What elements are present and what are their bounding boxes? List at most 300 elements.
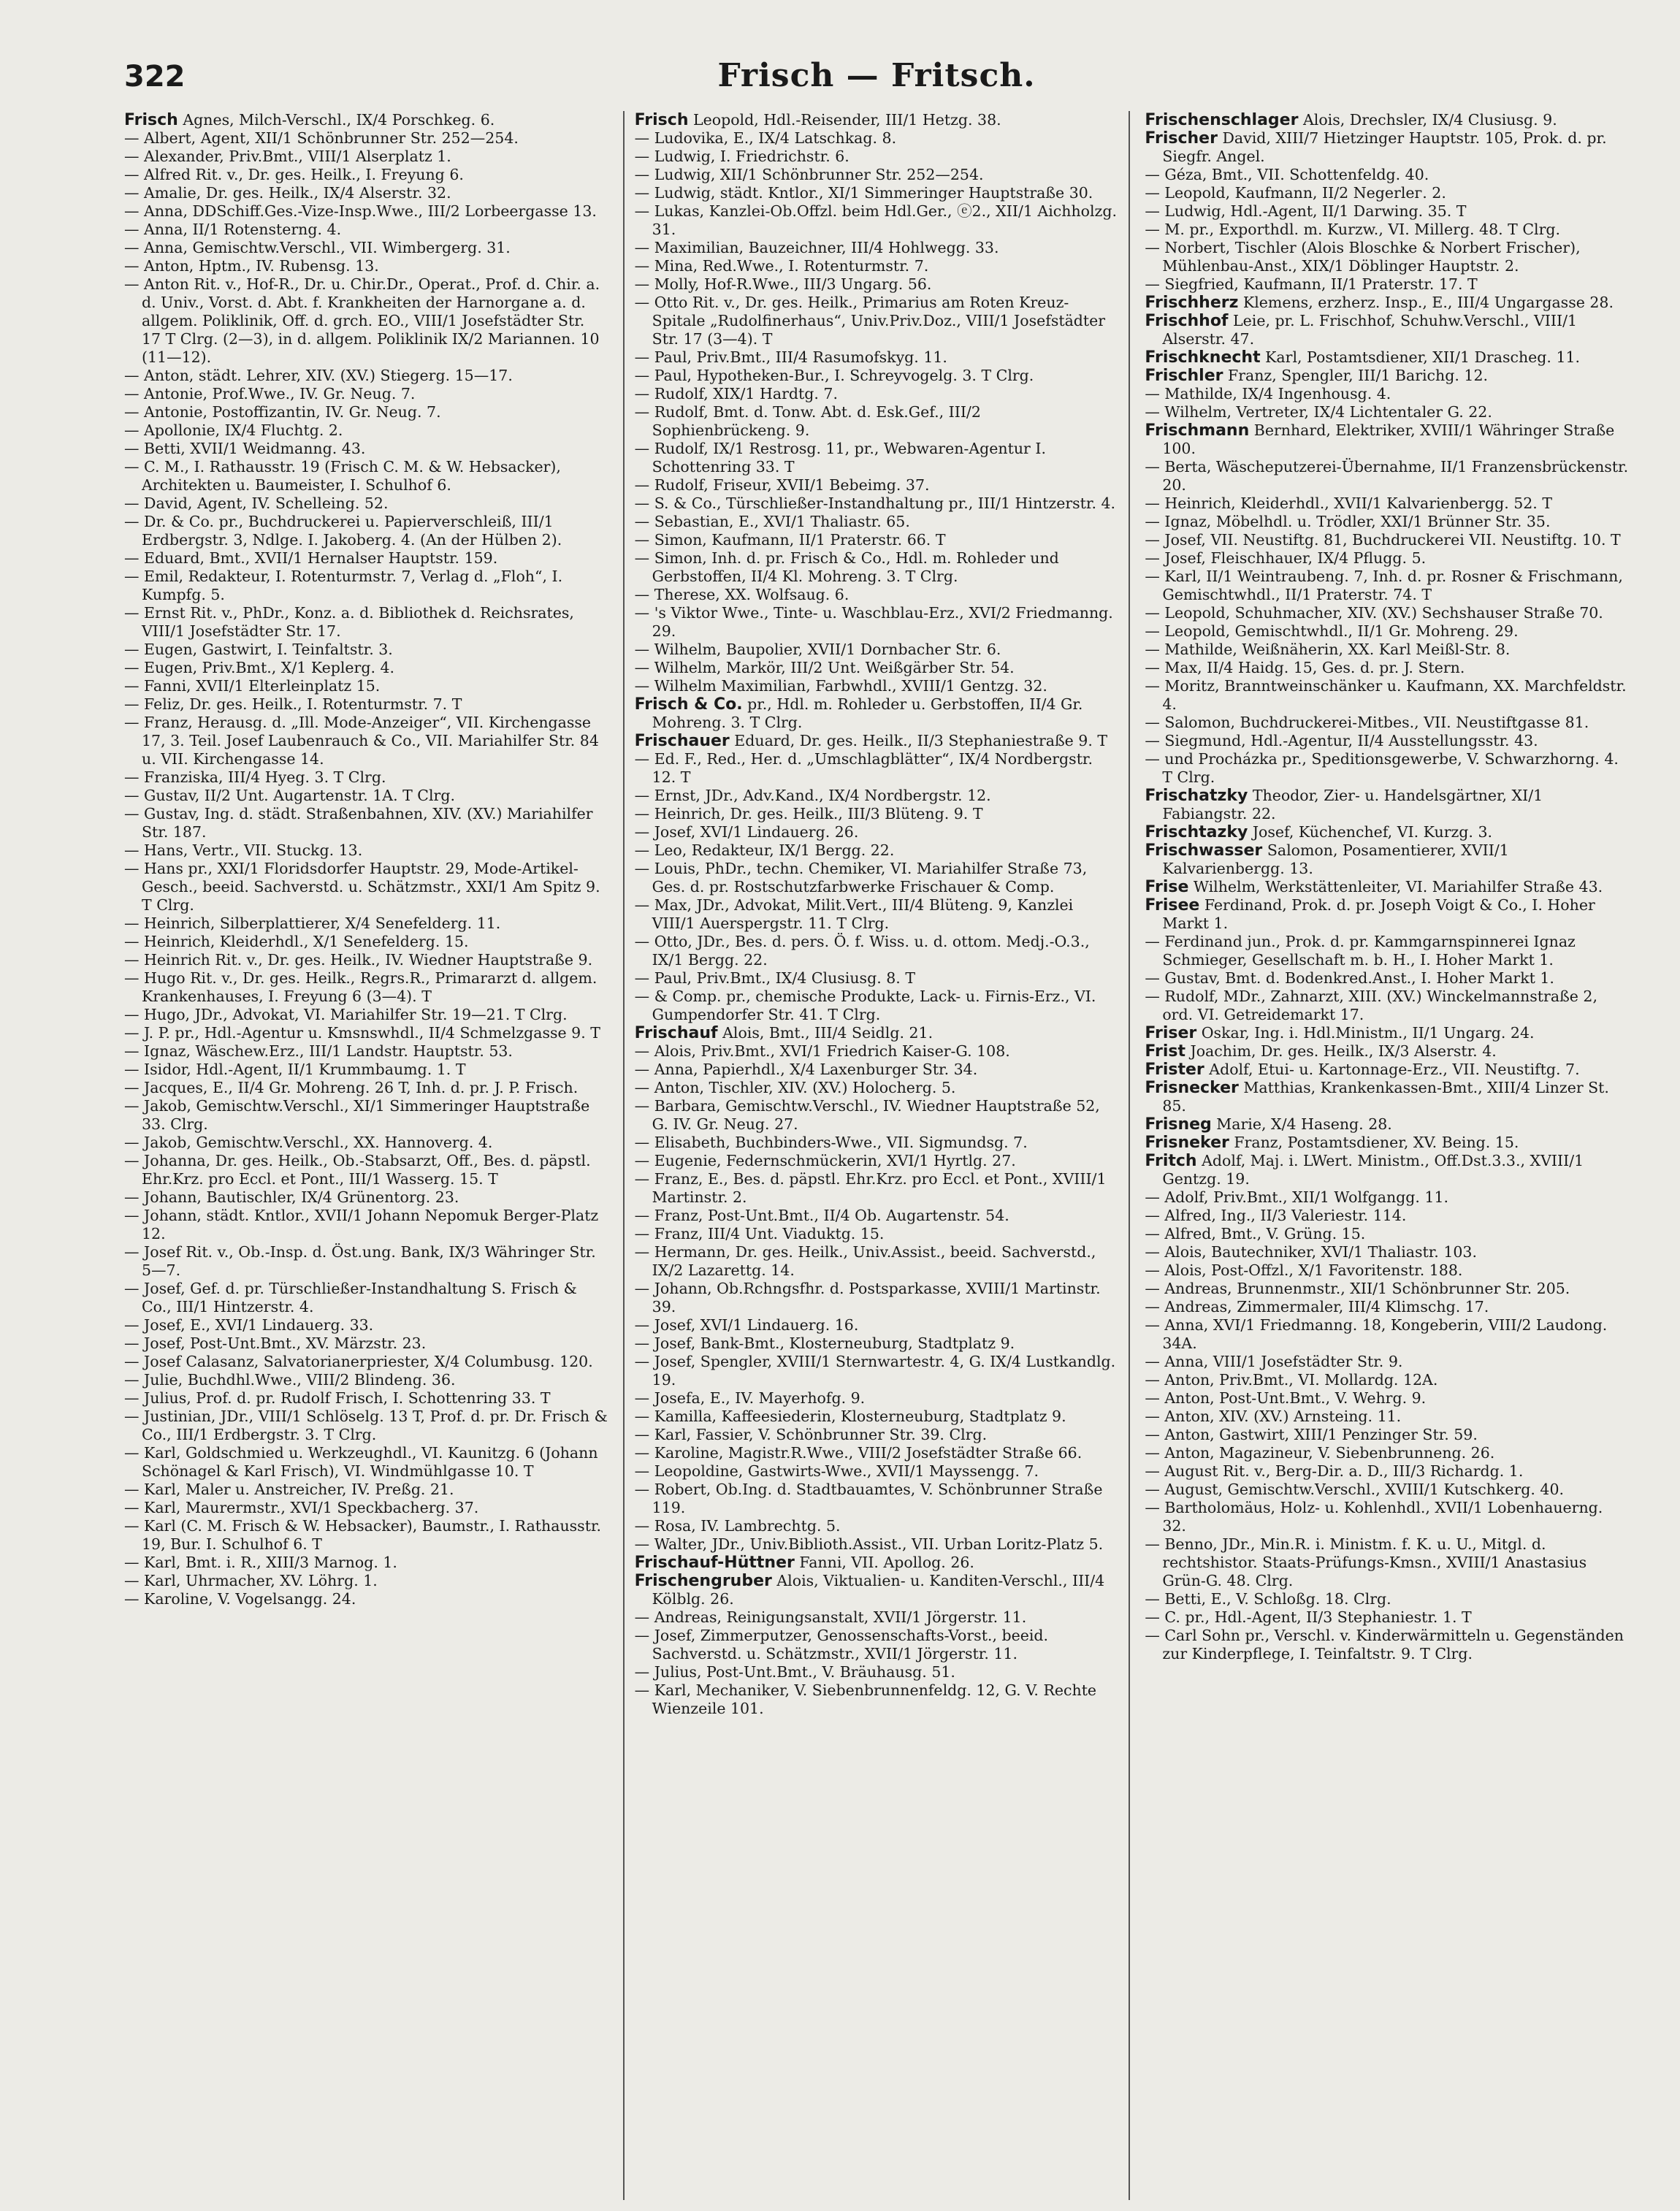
directory-entry — [635, 1444, 1119, 1462]
entry-text: — Josef, XVI/1 Lindauerg. 26. — [634, 823, 859, 841]
entry-surname: Frischknecht — [1145, 348, 1261, 367]
entry-surname: Frischtazky — [1145, 823, 1248, 841]
directory-entry — [635, 1426, 1119, 1444]
directory-entry — [124, 1243, 608, 1280]
directory-entry — [1145, 1225, 1629, 1243]
entry-text: — Heinrich, Silberplattierer, X/4 Senefelderg. 11. — [124, 914, 501, 932]
entry-text: — Feliz, Dr. ges. Heilk., I. Rotenturmstr. 7. T — [124, 695, 462, 713]
directory-entry — [1145, 787, 1629, 823]
directory-entry — [635, 1024, 1119, 1042]
directory-entry — [124, 440, 608, 458]
directory-entry — [124, 951, 608, 969]
directory-entry — [124, 513, 608, 549]
entry-text: — Paul, Priv.Bmt., III/4 Rasumofskyg. 11. — [634, 348, 947, 366]
entry-surname: Frischauer — [634, 732, 730, 750]
directory-entry — [635, 1481, 1119, 1517]
column-middle — [623, 111, 1131, 2200]
entry-text: — Simon, Inh. d. pr. Frisch & Co., Hdl. m. Rohleder und Gerbstoffen, II/4 Kl. Mohreng. 3. T Clrg. — [634, 549, 1059, 585]
directory-entry — [635, 1535, 1119, 1554]
directory-entry — [635, 111, 1119, 129]
directory-entry — [124, 659, 608, 677]
directory-entry — [124, 458, 608, 494]
directory-entry — [1145, 1152, 1629, 1188]
directory-entry — [1145, 202, 1629, 221]
entry-text: — Gustav, Bmt. d. Bodenkred.Anst., I. Hoher Markt 1. — [1145, 969, 1554, 987]
directory-entry — [124, 148, 608, 166]
entry-text: — David, Agent, IV. Schelleing. 52. — [124, 494, 389, 512]
entry-text: — Hans pr., XXI/1 Floridsdorfer Hauptstr. 29, Mode-Artikel-Gesch., beeid. Sachverstd. u. Schätzmstr., XXI/1 Am Spitz 9. T Clrg. — [124, 860, 600, 914]
directory-entry — [1145, 1426, 1629, 1444]
directory-entry — [1145, 421, 1629, 458]
directory-entry — [124, 1280, 608, 1316]
entry-text: — Dr. & Co. pr., Buchdruckerei u. Papierverschleiß, III/1 Erdbergstr. 3, Ndlge. I. Jakoberg. 4. (An der Hülben 2). — [124, 513, 562, 549]
directory-entry — [635, 476, 1119, 494]
entry-text: — Benno, JDr., Min.R. i. Ministm. f. K. u. U., Mitgl. d. rechtshistor. Staats-Prüfungs-Kmsn., XVIII/1 Anastasius Grün-G. 48. Clrg. — [1145, 1535, 1587, 1589]
entry-text: — Anna, VIII/1 Josefstädter Str. 9. — [1145, 1353, 1403, 1370]
directory-entry — [1145, 841, 1629, 878]
entry-surname: Frischwasser — [1145, 841, 1263, 860]
directory-entry — [635, 1554, 1119, 1572]
directory-entry — [1145, 1207, 1629, 1225]
entry-text: Ferdinand, Prok. d. pr. Joseph Voigt & Co., I. Hoher Markt 1. — [1162, 896, 1595, 932]
directory-entry — [635, 641, 1119, 659]
entry-text: Adolf, Maj. i. LWert. Ministm., Off.Dst.3.3., XVIII/1 Gentzg. 19. — [1162, 1152, 1584, 1188]
directory-entry — [124, 1554, 608, 1572]
entry-text: — Anna, DDSchiff.Ges.-Vize-Insp.Wwe., III/2 Lorbeergasse 13. — [124, 202, 597, 220]
entry-text: — Alfred, Ing., II/3 Valeriestr. 114. — [1145, 1207, 1407, 1224]
directory-entry — [1145, 129, 1629, 166]
entry-surname: Frischler — [1145, 367, 1223, 385]
directory-entry — [635, 732, 1119, 750]
directory-entry — [635, 896, 1119, 933]
entry-text: — Heinrich, Kleiderhdl., X/1 Senefelderg. 15. — [124, 933, 469, 950]
entry-text: — Franz, III/4 Unt. Viaduktg. 15. — [634, 1225, 885, 1242]
entry-surname: Frisch — [634, 111, 689, 129]
entry-text: — Rosa, IV. Lambrechtg. 5. — [634, 1517, 841, 1535]
directory-entry — [124, 1097, 608, 1134]
entry-text: David, XIII/7 Hietzinger Hauptstr. 105, Prok. d. pr. Siegfr. Angel. — [1162, 129, 1607, 165]
entry-text: — Josef, Fleischhauer, IX/4 Pflugg. 5. — [1145, 549, 1427, 567]
column-left — [124, 111, 608, 2200]
entry-text: — Franz, Post-Unt.Bmt., II/4 Ob. Augartenstr. 54. — [634, 1207, 1009, 1224]
entry-text: — Adolf, Priv.Bmt., XII/1 Wolfgangg. 11. — [1145, 1188, 1449, 1206]
directory-entry — [635, 1353, 1119, 1389]
entry-surname: Frister — [1145, 1061, 1204, 1079]
entry-text: — Ludovika, E., IX/4 Latschkag. 8. — [634, 129, 897, 147]
directory-entry — [124, 1006, 608, 1024]
entry-surname: Frischengruber — [634, 1572, 772, 1590]
entry-text: — Norbert, Tischler (Alois Bloschke & Norbert Frischer), Mühlenbau-Anst., XIX/1 Döblinger Hauptstr. 2. — [1145, 239, 1581, 275]
directory-entry — [1145, 294, 1629, 312]
entry-text: Matthias, Krankenkassen-Bmt., XIII/4 Linzer St. 85. — [1162, 1079, 1609, 1115]
directory-entry — [1145, 1024, 1629, 1042]
entry-text: — Amalie, Dr. ges. Heilk., IX/4 Alserstr. 32. — [124, 184, 451, 202]
entry-text: — Simon, Kaufmann, II/1 Praterstr. 66. T — [634, 531, 946, 549]
entry-text: — Anton, Post-Unt.Bmt., V. Wehrg. 9. — [1145, 1389, 1427, 1407]
directory-entry — [1145, 348, 1629, 367]
entry-text: — Wilhelm, Vertreter, IX/4 Lichtentaler G. 22. — [1145, 403, 1492, 421]
directory-entry — [124, 641, 608, 659]
directory-entry — [635, 403, 1119, 440]
directory-entry — [124, 367, 608, 385]
directory-entry — [124, 184, 608, 202]
entry-text: — Kamilla, Kaffeesiederin, Klosterneuburg, Stadtplatz 9. — [634, 1408, 1066, 1425]
entry-text: — Karl, Maurermstr., XVI/1 Speckbacherg. 37. — [124, 1499, 479, 1516]
directory-entry — [1145, 184, 1629, 202]
directory-entry — [635, 604, 1119, 641]
directory-entry — [635, 1134, 1119, 1152]
entry-text: — C. M., I. Rathausstr. 19 (Frisch C. M. & W. Hebsacker), Architekten u. Baumeister, I. Schulhof 6. — [124, 458, 561, 494]
entry-text: — Anton, Gastwirt, XIII/1 Penzinger Str. 59. — [1145, 1426, 1478, 1443]
entry-text: — Eugen, Gastwirt, I. Teinfaltstr. 3. — [124, 641, 393, 658]
directory-columns — [124, 111, 1629, 2200]
entry-text: — Louis, PhDr., techn. Chemiker, VI. Mariahilfer Straße 73, Ges. d. pr. Rostschutzfarbwerke Frischauer & Comp. — [634, 860, 1088, 896]
entry-text: — Anton, Priv.Bmt., VI. Mollardg. 12A. — [1145, 1371, 1438, 1389]
entry-text: — Géza, Bmt., VII. Schottenfeldg. 40. — [1145, 166, 1429, 183]
directory-entry — [124, 695, 608, 714]
directory-entry — [1145, 1316, 1629, 1353]
directory-entry — [635, 695, 1119, 732]
entry-text: — Sebastian, E., XVI/1 Thaliastr. 65. — [634, 513, 910, 530]
directory-entry — [124, 111, 608, 129]
directory-entry — [124, 604, 608, 641]
entry-text: — Leo, Redakteur, IX/1 Bergg. 22. — [634, 841, 895, 859]
entry-text: Theodor, Zier- u. Handelsgärtner, XI/1 Fabiangstr. 22. — [1162, 787, 1543, 822]
entry-text: — Paul, Priv.Bmt., IX/4 Clusiusg. 8. T — [634, 969, 915, 987]
entry-text: — Hugo, JDr., Advokat, VI. Mariahilfer Str. 19—21. T Clrg. — [124, 1006, 568, 1023]
entry-text: — Otto Rit. v., Dr. ges. Heilk., Primarius am Roten Kreuz-Spitale „Rudolfinerhaus“, Univ.Priv.Doz., VIII/1 Josefstädter Str. 17 (3—4). T — [634, 294, 1106, 348]
directory-entry — [1145, 1389, 1629, 1408]
directory-entry — [124, 221, 608, 239]
entry-text: — Josef, Post-Unt.Bmt., XV. Märzstr. 23. — [124, 1334, 427, 1352]
directory-entry — [635, 1042, 1119, 1061]
directory-entry — [635, 787, 1119, 805]
directory-entry — [124, 841, 608, 860]
entry-text: — Barbara, Gemischtw.Verschl., IV. Wiedner Hauptstraße 52, G. IV. Gr. Neug. 27. — [634, 1097, 1100, 1133]
entry-surname: Frisneker — [1145, 1134, 1229, 1152]
directory-entry — [635, 1663, 1119, 1681]
directory-entry — [124, 1079, 608, 1097]
entry-text: — Karl, Bmt. i. R., XIII/3 Marnog. 1. — [124, 1554, 397, 1571]
entry-text: Adolf, Etui- u. Kartonnage-Erz., VII. Neustiftg. 7. — [1204, 1061, 1580, 1078]
directory-entry — [124, 1188, 608, 1207]
directory-entry — [1145, 1079, 1629, 1115]
entry-text: — Rudolf, IX/1 Restrosg. 11, pr., Webwaren-Agentur I. Schottenring 33. T — [634, 440, 1046, 476]
entry-text: — Apollonie, IX/4 Fluchtg. 2. — [124, 421, 343, 439]
directory-entry — [635, 1408, 1119, 1426]
directory-entry — [635, 1225, 1119, 1243]
directory-entry — [1145, 312, 1629, 348]
directory-entry — [1145, 1627, 1629, 1663]
entry-text: — Anton, XIV. (XV.) Arnsteing. 11. — [1145, 1408, 1402, 1425]
directory-entry — [635, 988, 1119, 1024]
directory-entry — [124, 1334, 608, 1353]
directory-entry — [635, 531, 1119, 549]
directory-entry — [1145, 823, 1629, 841]
entry-text: — Berta, Wäscheputzerei-Übernahme, II/1 Franzensbrückenstr. 20. — [1145, 458, 1629, 494]
directory-entry — [1145, 1608, 1629, 1627]
entry-text: Franz, Postamtsdiener, XV. Being. 15. — [1229, 1134, 1519, 1151]
directory-entry — [124, 805, 608, 841]
entry-text: — Bartholomäus, Holz- u. Kohlenhdl., XVII/1 Lobenhauerng. 32. — [1145, 1499, 1603, 1535]
entry-text: — August Rit. v., Berg-Dir. a. D., III/3 Richardg. 1. — [1145, 1462, 1524, 1480]
entry-text: — Karl, Goldschmied u. Werkzeughdl., VI. Kaunitzg. 6 (Johann Schönagel & Karl Frisch), VI. Windmühlgasse 10. T — [124, 1444, 598, 1480]
directory-entry — [1145, 1280, 1629, 1298]
entry-text: — J. P. pr., Hdl.-Agentur u. Kmsnswhdl., II/4 Schmelzgasse 9. T — [124, 1024, 600, 1042]
directory-entry — [124, 421, 608, 440]
directory-entry — [635, 494, 1119, 513]
directory-entry — [124, 166, 608, 184]
entry-text: — Eugen, Priv.Bmt., X/1 Keplerg. 4. — [124, 659, 395, 676]
directory-entry — [635, 257, 1119, 275]
directory-entry — [124, 1444, 608, 1481]
entry-text: — & Comp. pr., chemische Produkte, Lack- u. Firnis-Erz., VI. Gumpendorfer Str. 41. T Clrg. — [634, 988, 1096, 1023]
directory-entry — [635, 513, 1119, 531]
entry-text: — Alexander, Priv.Bmt., VIII/1 Alserplatz 1. — [124, 148, 451, 165]
entry-text: Wilhelm, Werkstättenleiter, VI. Mariahilfer Straße 43. — [1188, 878, 1603, 896]
entry-text: Eduard, Dr. ges. Heilk., II/3 Stephaniestraße 9. T — [729, 732, 1108, 749]
entry-text: — Lukas, Kanzlei-Ob.Offzl. beim Hdl.Ger., ⓔ2., XII/1 Aichholzg. 31. — [634, 202, 1117, 238]
directory-entry — [1145, 1298, 1629, 1316]
directory-entry — [1145, 513, 1629, 531]
directory-entry — [635, 148, 1119, 166]
directory-entry — [635, 1061, 1119, 1079]
entry-text: — Alois, Priv.Bmt., XVI/1 Friedrich Kaiser-G. 108. — [634, 1042, 1010, 1060]
entry-text: — Anton, Tischler, XIV. (XV.) Holocherg. 5. — [634, 1079, 956, 1096]
entry-text: — Ignaz, Möbelhdl. u. Trödler, XXI/1 Brünner Str. 35. — [1145, 513, 1551, 530]
directory-entry — [1145, 604, 1629, 622]
entry-text: Leopold, Hdl.-Reisender, III/1 Hetzg. 38. — [688, 111, 1001, 129]
entry-text: Oskar, Ing. i. Hdl.Ministm., II/1 Ungarg. 24. — [1196, 1024, 1535, 1042]
directory-entry — [1145, 531, 1629, 549]
entry-text: — Josef, Zimmerputzer, Genossenschafts-Vorst., beeid. Sachverstd. u. Schätzmstr., XVII/1 Jörgerstr. 11. — [634, 1627, 1049, 1662]
entry-text: — Rudolf, MDr., Zahnarzt, XIII. (XV.) Winckelmannstraße 2, ord. VI. Getreidemarkt 17. — [1145, 988, 1597, 1023]
directory-entry — [635, 1170, 1119, 1207]
entry-surname: Frischauf — [634, 1024, 718, 1042]
directory-entry — [124, 914, 608, 933]
directory-entry — [635, 1572, 1119, 1608]
entry-text: — und Procházka pr., Speditionsgewerbe, V. Schwarzhorng. 4. T Clrg. — [1145, 750, 1619, 786]
directory-entry — [1145, 896, 1629, 933]
directory-entry — [635, 1316, 1119, 1334]
directory-entry — [1145, 1042, 1629, 1061]
entry-text: — Paul, Hypotheken-Bur., I. Schreyvogelg. 3. T Clrg. — [634, 367, 1034, 384]
entry-text: — Johanna, Dr. ges. Heilk., Ob.-Stabsarzt, Off., Bes. d. päpstl. Ehr.Krz. pro Eccl. et Pont., III/1 Wasserg. 15. T — [124, 1152, 591, 1188]
directory-entry — [635, 1608, 1119, 1627]
directory-entry — [635, 1207, 1119, 1225]
entry-text: — Therese, XX. Wolfsaug. 6. — [634, 586, 849, 603]
entry-text: — Jakob, Gemischtw.Verschl., XX. Hannoverg. 4. — [124, 1134, 493, 1151]
directory-entry — [635, 239, 1119, 257]
entry-text: — Justinian, JDr., VIII/1 Schlöselg. 13 T, Prof. d. pr. Dr. Frisch & Co., III/1 Erdbergstr. 3. T Clrg. — [124, 1408, 608, 1443]
directory-entry — [1145, 1590, 1629, 1608]
directory-entry — [635, 294, 1119, 348]
directory-entry — [1145, 403, 1629, 421]
directory-entry — [635, 549, 1119, 586]
directory-entry — [1145, 1408, 1629, 1426]
entry-text: — Hans, Vertr., VII. Stuckg. 13. — [124, 841, 363, 859]
directory-entry — [1145, 1462, 1629, 1481]
entry-surname: Fritch — [1145, 1152, 1197, 1170]
entry-text: — Elisabeth, Buchbinders-Wwe., VII. Sigmundsg. 7. — [634, 1134, 1028, 1151]
directory-entry — [1145, 732, 1629, 750]
entry-text: — Siegfried, Kaufmann, II/1 Praterstr. 17. T — [1145, 275, 1478, 293]
directory-entry — [635, 1681, 1119, 1718]
entry-text: — Johann, Ob.Rchngsfhr. d. Postsparkasse, XVIII/1 Martinstr. 39. — [634, 1280, 1101, 1315]
entry-text: — Johann, städt. Kntlor., XVII/1 Johann Nepomuk Berger-Platz 12. — [124, 1207, 599, 1242]
directory-entry — [1145, 1261, 1629, 1280]
entry-text: — Anton, städt. Lehrer, XIV. (XV.) Stiegerg. 15—17. — [124, 367, 513, 384]
entry-text: Leie, pr. L. Frischhof, Schuhw.Verschl., VIII/1 Alserstr. 47. — [1162, 312, 1578, 348]
entry-text: — Wilhelm, Markör, III/2 Unt. Weißgärber Str. 54. — [634, 659, 1015, 676]
directory-entry — [1145, 1499, 1629, 1535]
entry-text: — Franz, Herausg. d. „Ill. Mode-Anzeiger“, VII. Kirchengasse 17, 3. Teil. Josef Laubenrauch & Co., VII. Mariahilfer Str. 84 u. VII. Kirchengasse 14. — [124, 714, 599, 768]
entry-surname: Frischenschlager — [1145, 111, 1299, 129]
entry-text: — Karl, Mechaniker, V. Siebenbrunnenfeldg. 12, G. V. Rechte Wienzeile 101. — [634, 1681, 1097, 1717]
entry-text: — Leopold, Schuhmacher, XIV. (XV.) Sechshauser Straße 70. — [1145, 604, 1603, 622]
entry-text: — Andreas, Reinigungsanstalt, XVII/1 Jörgerstr. 11. — [634, 1608, 1027, 1626]
directory-entry — [1145, 622, 1629, 641]
entry-text: Salomon, Posamentierer, XVII/1 Kalvarienbergg. 13. — [1162, 841, 1509, 877]
entry-text: — Josef, VII. Neustiftg. 81, Buchdruckerei VII. Neustiftg. 10. T — [1145, 531, 1621, 549]
entry-text: — Mina, Red.Wwe., I. Rotenturmstr. 7. — [634, 257, 929, 275]
entry-text: — Gustav, Ing. d. städt. Straßenbahnen, XIV. (XV.) Mariahilfer Str. 187. — [124, 805, 593, 841]
entry-text: — Julius, Post-Unt.Bmt., V. Bräuhausg. 51. — [634, 1663, 955, 1681]
directory-entry — [635, 823, 1119, 841]
directory-entry — [124, 1517, 608, 1554]
entry-text: pr., Hdl. m. Rohleder u. Gerbstoffen, II/4 Gr. Mohreng. 3. T Clrg. — [652, 695, 1083, 731]
entry-text: — Julie, Buchdhl.Wwe., VIII/2 Blindeng. 36. — [124, 1371, 456, 1389]
entry-text: — Moritz, Branntweinschänker u. Kaufmann, XX. Marchfeldstr. 4. — [1145, 677, 1627, 713]
directory-entry — [124, 549, 608, 568]
entry-text: Franz, Spengler, III/1 Barichg. 12. — [1223, 367, 1489, 384]
directory-entry — [124, 677, 608, 695]
directory-entry — [635, 348, 1119, 367]
entry-text: — Betti, XVII/1 Weidmanng. 43. — [124, 440, 366, 457]
directory-entry — [124, 969, 608, 1006]
directory-entry — [124, 933, 608, 951]
entry-text: — Karl (C. M. Frisch & W. Hebsacker), Baumstr., I. Rathausstr. 19, Bur. I. Schulhof 6. T — [124, 1517, 602, 1553]
directory-entry — [124, 275, 608, 367]
entry-text: — Franziska, III/4 Hyeg. 3. T Clrg. — [124, 768, 386, 786]
entry-text: — Josef, Bank-Bmt., Klosterneuburg, Stadtplatz 9. — [634, 1334, 1015, 1352]
directory-entry — [1145, 1115, 1629, 1134]
entry-text: — Otto, JDr., Bes. d. pers. Ö. f. Wiss. u. d. ottom. Medj.-O.3., IX/1 Bergg. 22. — [634, 933, 1090, 969]
directory-entry — [635, 1243, 1119, 1280]
directory-entry — [635, 1462, 1119, 1481]
entry-text: — Josef, Gef. d. pr. Türschließer-Instandhaltung S. Frisch & Co., III/1 Hintzerstr. 4. — [124, 1280, 577, 1315]
directory-entry — [124, 385, 608, 403]
entry-text: — Josef, Spengler, XVIII/1 Sternwartestr. 4, G. IX/4 Lustkandlg. 19. — [634, 1353, 1116, 1389]
entry-text: — Anna, II/1 Rotensterng. 4. — [124, 221, 342, 238]
directory-entry — [635, 1627, 1119, 1663]
directory-entry — [1145, 750, 1629, 787]
directory-entry — [635, 805, 1119, 823]
entry-text: — C. pr., Hdl.-Agent, II/3 Stephaniestr. 1. T — [1145, 1608, 1472, 1626]
directory-entry — [124, 1316, 608, 1334]
entry-text: Alois, Bmt., III/4 Seidlg. 21. — [717, 1024, 933, 1042]
directory-entry — [124, 1061, 608, 1079]
entry-text: — Eduard, Bmt., XVII/1 Hernalser Hauptstr. 159. — [124, 549, 498, 567]
directory-entry — [1145, 1188, 1629, 1207]
entry-surname: Friser — [1145, 1024, 1197, 1042]
directory-entry — [1145, 1371, 1629, 1389]
entry-text: — Mathilde, IX/4 Ingenhousg. 4. — [1145, 385, 1391, 402]
directory-entry — [635, 129, 1119, 148]
directory-entry — [1145, 1061, 1629, 1079]
directory-entry — [124, 1481, 608, 1499]
directory-entry — [635, 1280, 1119, 1316]
directory-entry — [124, 787, 608, 805]
directory-entry — [124, 257, 608, 275]
directory-entry — [1145, 239, 1629, 275]
entry-text: — Fanni, XVII/1 Elterleinplatz 15. — [124, 677, 381, 695]
running-head: Frisch — Fritsch. — [717, 57, 1036, 94]
entry-text: — Antonie, Prof.Wwe., IV. Gr. Neug. 7. — [124, 385, 416, 402]
entry-text: — Gustav, II/2 Unt. Augartenstr. 1A. T Clrg. — [124, 787, 455, 804]
entry-text: — Molly, Hof-R.Wwe., III/3 Ungarg. 56. — [634, 275, 932, 293]
entry-surname: Frise — [1145, 878, 1189, 896]
entry-text: — Karl, Fassier, V. Schönbrunner Str. 39. Clrg. — [634, 1426, 988, 1443]
entry-text: — Andreas, Zimmermaler, III/4 Klimschg. 17. — [1145, 1298, 1489, 1315]
entry-text: Klemens, erzherz. Insp., E., III/4 Ungargasse 28. — [1238, 294, 1614, 311]
directory-entry — [124, 768, 608, 787]
directory-entry — [635, 969, 1119, 988]
directory-entry — [635, 659, 1119, 677]
entry-text: — Anna, Gemischtw.Verschl., VII. Wimbergerg. 31. — [124, 239, 511, 256]
directory-entry — [1145, 568, 1629, 604]
entry-text: — Leopoldine, Gastwirts-Wwe., XVII/1 Mayssengg. 7. — [634, 1462, 1039, 1480]
directory-entry — [124, 1353, 608, 1371]
column-right — [1145, 111, 1629, 2200]
directory-entry — [635, 166, 1119, 184]
directory-entry — [124, 129, 608, 148]
entry-text: — Rudolf, Friseur, XVII/1 Bebeimg. 37. — [634, 476, 930, 494]
entry-text: — Eugenie, Federnschmückerin, XVI/1 Hyrtlg. 27. — [634, 1152, 1016, 1169]
directory-entry — [1145, 1134, 1629, 1152]
directory-entry — [124, 1371, 608, 1389]
entry-text: — 's Viktor Wwe., Tinte- u. Waschblau-Erz., XVI/2 Friedmanng. 29. — [634, 604, 1113, 640]
directory-entry — [124, 714, 608, 768]
entry-text: Joachim, Dr. ges. Heilk., IX/3 Alserstr. 4. — [1185, 1042, 1497, 1060]
directory-entry — [124, 239, 608, 257]
entry-surname: Frisch — [124, 111, 178, 129]
directory-entry — [1145, 714, 1629, 732]
entry-surname: Frisneg — [1145, 1115, 1212, 1134]
entry-text: — Josef, E., XVI/1 Lindauerg. 33. — [124, 1316, 374, 1334]
directory-entry — [1145, 659, 1629, 677]
directory-entry — [1145, 677, 1629, 714]
entry-text: — Johann, Bautischler, IX/4 Grünentorg. 23. — [124, 1188, 459, 1206]
directory-entry — [1145, 1481, 1629, 1499]
directory-entry — [124, 1590, 608, 1608]
directory-entry — [635, 677, 1119, 695]
directory-entry — [1145, 221, 1629, 239]
directory-entry — [635, 367, 1119, 385]
entry-text: — Antonie, Postoffizantin, IV. Gr. Neug. 7. — [124, 403, 441, 421]
entry-surname: Frischatzky — [1145, 787, 1248, 805]
entry-text: — Andreas, Brunnenmstr., XII/1 Schönbrunner Str. 205. — [1145, 1280, 1570, 1297]
entry-surname: Frisch & Co. — [634, 695, 743, 714]
entry-text: Alois, Viktualien- u. Kanditen-Verschl., III/4 Kölblg. 26. — [652, 1572, 1105, 1608]
entry-text: — Karoline, Magistr.R.Wwe., VIII/2 Josefstädter Straße 66. — [634, 1444, 1083, 1462]
directory-entry — [124, 1572, 608, 1590]
page-number: 322 — [124, 60, 186, 93]
entry-text: — Walter, JDr., Univ.Biblioth.Assist., VII. Urban Loritz-Platz 5. — [634, 1535, 1104, 1553]
entry-text: — Julius, Prof. d. pr. Rudolf Frisch, I. Schottenring 33. T — [124, 1389, 551, 1407]
entry-text: Bernhard, Elektriker, XVIII/1 Währinger Straße 100. — [1162, 421, 1615, 457]
entry-text: — Ludwig, XII/1 Schönbrunner Str. 252—254. — [634, 166, 984, 183]
